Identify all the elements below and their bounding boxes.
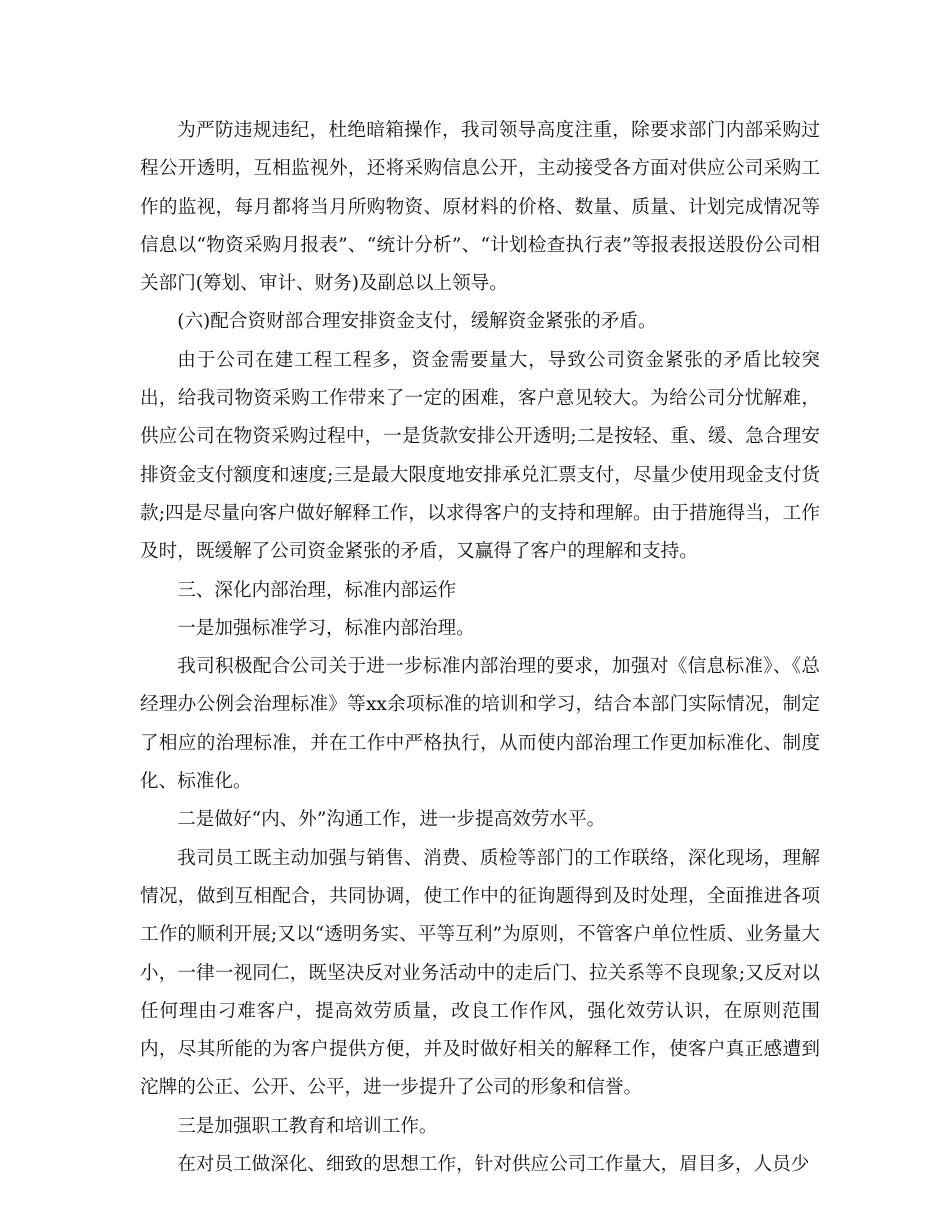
heading-communication: 二是做好“内、外”沟通工作，进一步提高效劳水平。 [177,809,606,831]
paragraph-procurement-transparency: 为严防违规违纪，杜绝暗箱操作，我司领导高度注重，除要求部门内部采购过程公开透明，互相监视外，还将采购信息公开，主动接受各方面对供应公司采购工作的监视，每月都将当月所购物资、原材料的价格、数量、质量、计划完成情况等信息以“物资采购月报表”、“统计分析”、“计划检查执行表”等报表报送股份公司相关部门(筹划、审计、财务)及副总以上领导。 [140,120,820,295]
paragraph-staff-work: 在对员工做深化、细致的思想工作，针对供应公司工作量大，眉目多，人员少 [177,1154,810,1176]
heading-internal-governance: 三、深化内部治理，标准内部运作 [177,579,457,601]
heading-standard-learning: 一是加强标准学习，标准内部治理。 [177,617,475,639]
heading-staff-training: 三是加强职工教育和培训工作。 [177,1115,438,1137]
paragraph-standard-training: 我司积极配合公司关于进一步标准内部治理的要求，加强对《信息标准》、《总经理办公例会治理标准》等xx余项标准的培训和学习，结合本部门实际情况，制定了相应的治理标准，并在工作中严格执行，从而使内部治理工作更加标准化、制度化、标准化。 [140,656,820,793]
heading-fund-payment: (六)配合资财部合理安排资金支付，缓解资金紧张的矛盾。 [177,311,657,333]
document-body [140,112,820,1184]
paragraph-fund-shortage: 由于公司在建工程工程多，资金需要量大，导致公司资金紧张的矛盾比较突出，给我司物资采购工作带来了一定的困难，客户意见较大。为给公司分忧解难，供应公司在物资采购过程中，一是货款安排公开透明;二是按轻、重、缓、急合理安排资金支付额度和速度;三是最大限度地安排承兑汇票支付，尽量少使用现金支付货款;四是尽量向客户做好解释工作，以求得客户的支持和理解。由于措施得当，工作及时，既缓解了公司资金紧张的矛盾，又赢得了客户的理解和支持。 [140,349,820,563]
paragraph-service-level: 我司员工既主动加强与销售、消费、质检等部门的工作联络，深化现场，理解情况，做到互相配合，共同协调，使工作中的征询题得到及时处理，全面推进各项工作的顺利开展;又以“透明务实、平等互利”为原则，不管客户单位性质、业务量大小，一律一视同仁，既坚决反对业务活动中的走后门、拉关系等不良现象;又反对以任何理由刁难客户，提高效劳质量，改良工作作风，强化效劳认识，在原则范围内，尽其所能的为客户提供方便，并及时做好相关的解释工作，使客户真正感遭到沱牌的公正、公开、公平，进一步提升了公司的形象和信誉。 [140,847,820,1099]
